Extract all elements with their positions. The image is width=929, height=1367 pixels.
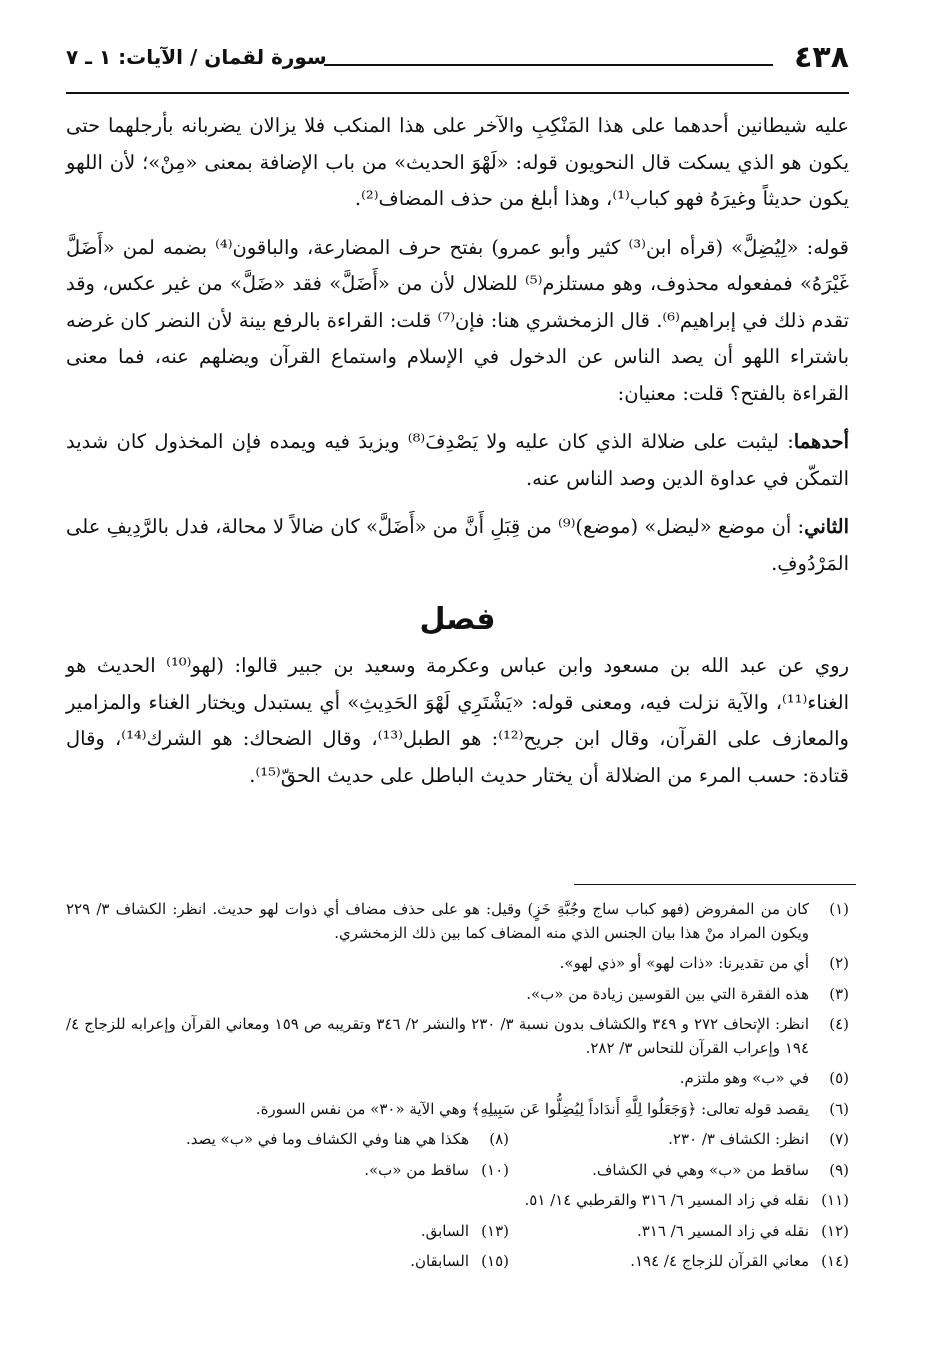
- footnote-number: (١٤): [821, 1252, 849, 1270]
- footnote: [66, 952, 849, 976]
- footnote-pair: [66, 1159, 849, 1183]
- footnote-number: (١١): [821, 1191, 849, 1209]
- footnote: [66, 1013, 849, 1060]
- footnote: [186, 1128, 509, 1152]
- main-text: [66, 108, 849, 806]
- footnote: [364, 1159, 509, 1183]
- footnote: [509, 1128, 849, 1152]
- paragraph-text: عليه شيطانين أحدهما على هذا المَنْكِبِ والآخر على هذا المنكب فلا يزالان يضربانه بأرجلهما حتى يكون هو الذي يسكت قال النحويون قوله: «لَهْوَ الحديث» من باب الإضافة بمعنى «مِنْ»؛ لأن اللهو يكون حديثاً وغيرَهُ فهو كباب⁽¹⁾، وهذا أبلغ من حذف المضاف⁽²⁾.: [66, 114, 849, 210]
- footnote-text: السابقان.: [410, 1252, 469, 1270]
- footnote: [66, 898, 849, 945]
- footnote-text: نقله في زاد المسير ٦/ ٣١٦ والقرطبي ١٤/ ٥١.: [524, 1191, 809, 1209]
- footnote: [66, 1098, 849, 1122]
- footnote-text: هكذا هي هنا وفي الكشاف وما في «ب» يصد.: [185, 1130, 469, 1148]
- footnote-pair: [66, 1250, 849, 1274]
- footnote-pair: [66, 1220, 849, 1244]
- paragraph-text: : ليثبت على ضلالة الذي كان عليه ولا يَصْدِفَ⁽⁸⁾ ويزيدَ فيه ويمده فإن المخذول كان شديد التمكّن في عداوة الدين وصد الناس عنه.: [66, 430, 849, 490]
- paragraph-text: قوله: «لِيُضِلَّ» (قرأه ابن⁽³⁾ كثير وأبو عمرو) بفتح حرف المضارعة، والباقون⁽⁴⁾ بضمه لمن «أَضَلَّ غَيْرَهُ» فمفعوله محذوف، وهو مستلزم⁽⁵⁾ للضلال لأن من «أَضَلَّ» فقد «ضَلَّ» من غير عكس، وقد تقدم ذلك في إبراهيم⁽⁶⁾. قال الزمخشري هنا: فإن⁽⁷⁾ قلت: القراءة بالرفع بينة لأن النضر كان غرضه باشتراء اللهو أن يصد الناس عن الدخول في الإسلام واستماع القرآن ويضلهم عنه، فما معنى القراءة بالفتح؟ قلت: معنيان:: [66, 235, 850, 405]
- paragraph-lead: الثاني: [804, 515, 849, 538]
- footnotes: [66, 898, 849, 1281]
- header-rule-short: [324, 64, 773, 66]
- footnote: [410, 1250, 509, 1274]
- footnote-number: (٥): [829, 1069, 849, 1087]
- footnote-text: معاني القرآن للزجاج ٤/ ١٩٤.: [630, 1252, 809, 1270]
- footnote-number: (١٢): [821, 1221, 849, 1240]
- footnote-text: انظر: الكشاف ٣/ ٢٣٠.: [668, 1130, 809, 1148]
- footnote: [66, 983, 849, 1007]
- footnote-number: (٢): [829, 954, 849, 972]
- footnote-text: في «ب» وهو ملتزم.: [679, 1069, 809, 1087]
- footnote-text: انظر: الإتحاف ٢٧٢ و ٣٤٩ والكشاف بدون نسبة ٣/ ٢٣٠ والنشر ٢/ ٣٤٦ وتقريبه ص ١٥٩ ومعاني القرآن وإعرابه للزجاج ٤/ ١٩٤ وإعراب القرآن للنحاس ٣/ ٢٨٢.: [66, 1015, 810, 1057]
- paragraph: [66, 230, 849, 413]
- footnote: [509, 1250, 849, 1274]
- footnote: [509, 1220, 849, 1244]
- paragraph: [66, 509, 849, 582]
- footnote-text: أي من تقديرنا: «ذات لهو» أو «ذي لهو».: [559, 954, 809, 972]
- footnote-number: (٧): [829, 1130, 849, 1148]
- paragraph-text: : أن موضع «ليضل» (موضع)⁽⁹⁾ من قِبَلِ أَنَّ من «أَضَلَّ» كان ضالاً لا محالة، فدل بالرَّدِيفِ على المَرْدُوفِ.: [66, 515, 849, 575]
- footnote-number: (١٣): [481, 1221, 509, 1240]
- footnote-text: هذه الفقرة التي بين القوسين زيادة من «ب».: [526, 984, 809, 1003]
- paragraph: [66, 648, 849, 794]
- footnote-number: (٤): [829, 1015, 850, 1033]
- footnote-number: (١٥): [481, 1252, 509, 1270]
- page-number: ٤٣٨: [794, 40, 849, 75]
- footnote-text: السابق.: [420, 1221, 469, 1240]
- footnote: [421, 1220, 509, 1244]
- paragraph: [66, 424, 849, 497]
- footnote-number: (٦): [829, 1099, 849, 1118]
- footnote-number: (١٠): [481, 1160, 509, 1179]
- section-heading: فصل: [419, 602, 496, 637]
- footnote-number: (١): [829, 900, 849, 918]
- running-title: سورة لقمان / الآيات: ١ ـ ٧: [66, 45, 327, 69]
- footnote-text: ساقط من «ب» وهي في الكشاف.: [592, 1160, 809, 1179]
- footnote: [66, 1189, 849, 1213]
- footnote-text: ساقط من «ب».: [364, 1160, 469, 1179]
- footnote-separator: [574, 884, 856, 885]
- footnote-number: (٣): [829, 984, 849, 1003]
- paragraph: [66, 108, 849, 218]
- footnote-text: نقله في زاد المسير ٦/ ٣١٦.: [636, 1221, 809, 1240]
- footnote-pair: [66, 1128, 849, 1152]
- footnote-text: كان من المفروض (فهو كباب ساج وجُبَّةِ خَزٍ) وقيل: هو على حذف مضاف أي ذوات لهو حديث. انظر: الكشاف ٣/ ٢٢٩ ويكون المراد منْ هذا بيان الجنس الذي منه المضاف كما بين ذلك الزمخشري.: [66, 900, 809, 942]
- footnote-number: (٨): [489, 1130, 509, 1148]
- page-header: [66, 40, 849, 80]
- footnote: [509, 1159, 849, 1183]
- paragraph-text: روي عن عبد الله بن مسعود وابن عباس وعكرمة وسعيد بن جبير قالوا: (لهو⁽¹⁰⁾ الحديث هو الغناء⁽¹¹⁾، والآية نزلت فيه، ومعنى قوله: «يَشْتَرِي لَهْوَ الحَدِيثِ» أي يستبدل ويختار الغناء والمزامير والمعازف على القرآن، وقال ابن جريح⁽¹²⁾: هو الطبل⁽¹³⁾، وقال الضحاك: هو الشرك⁽¹⁴⁾، وقال قتادة: حسب المرء من الضلالة أن يختار حديث الباطل على حديث الحقّ⁽¹⁵⁾.: [66, 654, 849, 787]
- footnote-number: (٩): [829, 1160, 849, 1179]
- footnote: [66, 1067, 849, 1091]
- footnote-text: يقصد قوله تعالى: ﴿وَجَعَلُوا لِلَّهِ أَندَاداً لِيُضِلُّوا عَن سَبِيلِهِ﴾ وهي الآية «٣٠» من نفس السورة.: [255, 1099, 809, 1118]
- paragraph-lead: أحدهما: [793, 430, 849, 453]
- header-rule: [66, 92, 849, 94]
